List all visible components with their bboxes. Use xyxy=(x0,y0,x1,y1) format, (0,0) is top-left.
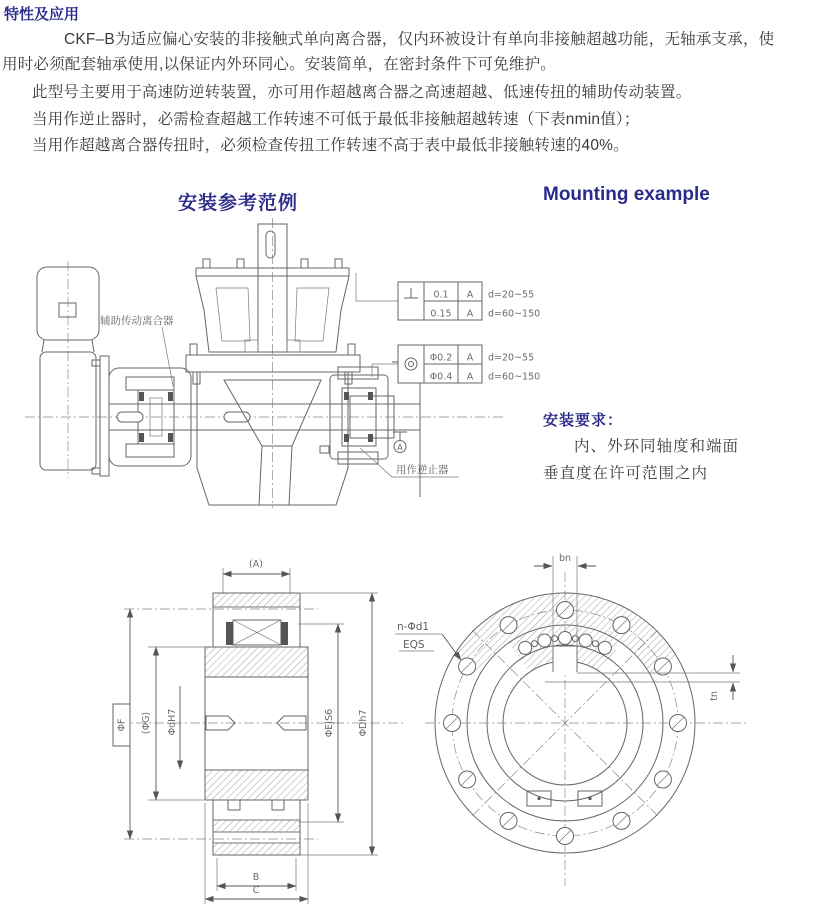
tol-range: d=20~55 xyxy=(488,352,535,364)
datum-label: A xyxy=(397,443,403,452)
backstop-label: 用作逆止器 xyxy=(396,464,449,476)
dim-G-label: (ΦG) xyxy=(141,711,152,735)
dim-E-label: ΦEJS6 xyxy=(324,708,335,738)
tol-datum: A xyxy=(466,352,474,364)
tol-value: 0.1 xyxy=(433,289,449,301)
aux-clutch-label: 辅助传动离合器 xyxy=(100,315,174,327)
tol-value: 0.15 xyxy=(430,308,452,320)
tolerance-frame-perpendicularity xyxy=(398,282,540,320)
requirements-line-2: 垂直度在许可范围之内 xyxy=(543,465,709,482)
body-line-3: 此型号主要用于高速防逆转装置，亦可用作超越离合器之高速超越、低速传扭的辅助传动装置。 xyxy=(32,84,692,101)
tol-datum: A xyxy=(466,371,474,383)
dim-D-label: ΦDh7 xyxy=(358,709,369,737)
keyway xyxy=(553,646,577,672)
dim-tn-label: tn xyxy=(709,691,720,701)
dim-A-label: (A) xyxy=(249,559,263,570)
tol-range: d=60~150 xyxy=(488,371,541,383)
requirements-line-1: 内、外环同轴度和端面 xyxy=(574,438,740,455)
body-line-1: CKF–B为适应偏心安装的非接触式单向离合器，仅内环被设计有单向非接触超越功能，无轴承支承，使 xyxy=(64,31,775,48)
mounting-diagram xyxy=(0,210,820,520)
dim-C-label: C xyxy=(252,885,260,896)
requirements-title: 安装要求： xyxy=(543,412,624,429)
tol-range: d=20~55 xyxy=(488,289,535,301)
tol-datum: A xyxy=(466,289,474,301)
section-title-en: Mounting example xyxy=(543,184,710,205)
holes-count-label: n-Φd1 xyxy=(397,621,430,633)
datum-symbol xyxy=(393,432,407,453)
tol-range: d=60~150 xyxy=(488,308,541,320)
front-view xyxy=(395,553,748,886)
dim-F-label: ΦF xyxy=(116,718,128,732)
body-line-5: 当用作超越离合器传扭时，必须检查传扭工作转速不高于表中最低非接触转速的40%。 xyxy=(32,137,629,154)
dimension-drawings xyxy=(0,525,820,913)
section-view xyxy=(113,559,405,904)
mounting-plate xyxy=(92,356,109,476)
backstop-clutch xyxy=(320,367,388,464)
tol-value: Φ0.4 xyxy=(429,371,453,383)
dim-bn-label: bn xyxy=(558,553,572,564)
tol-datum: A xyxy=(466,308,474,320)
tolerance-frame-concentricity xyxy=(398,345,540,383)
section-title-zh: 安装参考范例 xyxy=(178,193,299,214)
tol-value: Φ0.2 xyxy=(429,352,453,364)
dim-d-label: ΦdH7 xyxy=(167,708,178,736)
gearbox xyxy=(186,224,360,505)
page-title: 特性及应用 xyxy=(4,6,80,23)
holes-eqs-label: EQS xyxy=(403,639,425,651)
body-line-2: 用时必须配套轴承使用,以保证内外环同心。安装简单，在密封条件下可免维护。 xyxy=(2,56,557,73)
dim-B-label: B xyxy=(252,872,260,883)
body-line-4: 当用作逆止器时，必需检查超越工作转速不可低于最低非接触超越转速（下表nmin值）； xyxy=(32,111,640,128)
